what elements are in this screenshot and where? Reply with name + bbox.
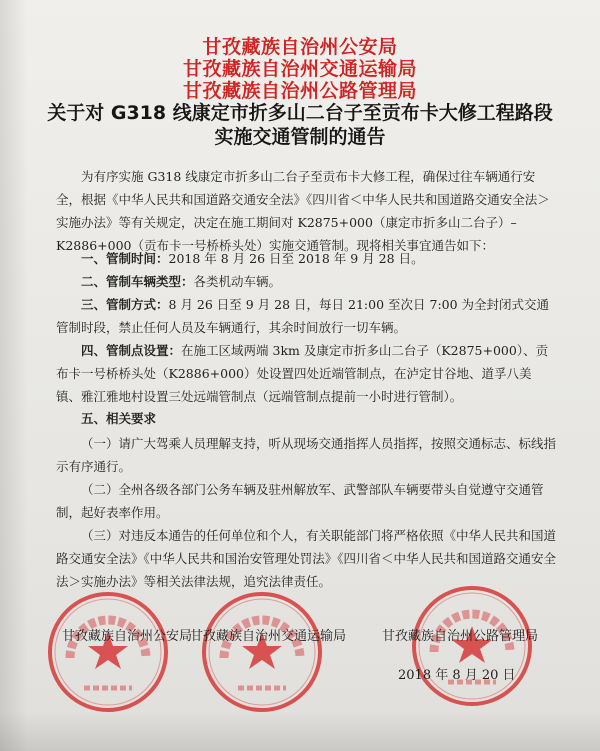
intro-paragraph: 为有序实施 G318 线康定市折多山二台子至贡布卡大修工程，确保过往车辆通行安全，根据《中华人民共和国道路交通安全法》《四川省＜中华人民共和国道路交通安全法＞实施办法》等有关规定，决定在施工期间对 K2875+000（康定市折多山二台子）– K2886+000（贡布卡一号桥桥头处）实施交通管制。现将相关事宜通告如下： — [56, 169, 550, 253]
requirement-point-2: （二）全州各级各部门公务车辆及驻州解放军、武警部队车辆要带头自觉遵守交通管制，起好表率作用。 — [56, 482, 544, 520]
page-shadow-bottom — [0, 711, 600, 751]
item-text: 在施工区域两端 3km 及康定市折多山二台子（K2875+000）、贡布卡一号桥桥头处（K2886+000）处设置四处近端管制点，在泸定甘谷地、道孚八美镇、雅江雅地村设置三处远端管制点（远端管制点提前一小时进行管制）。 — [56, 343, 549, 404]
seal-public-security-icon — [44, 588, 172, 716]
section-requirements-heading: 五、相关要求 — [81, 411, 157, 426]
item-checkpoints — [56, 339, 556, 408]
item-label: 三、管制方式： — [81, 297, 169, 312]
issuer-header-transport: 甘孜藏族自治州交通运输局 — [182, 58, 417, 80]
page-shadow-left — [0, 0, 28, 751]
item-control-method — [56, 293, 556, 339]
signature-highway: 甘孜藏族自治州公路管理局 — [382, 629, 539, 644]
issuer-header-highway: 甘孜藏族自治州公路管理局 — [182, 80, 417, 102]
issuer-header-public-security: 甘孜藏族自治州公安局 — [202, 36, 398, 58]
requirement-point-1: （一）请广大驾乘人员理解支持，听从现场交通指挥人员指挥，按照交通标志、标线指示有序通行。 — [56, 436, 557, 474]
item-text: 8 月 26 日至 9 月 28 日，每日 21:00 至次日 7:00 为全封闭式交通管制时段，禁止任何人员及车辆通行，其余时间放行一切车辆。 — [56, 297, 550, 335]
signature-public-security: 甘孜藏族自治州公安局 — [62, 629, 193, 644]
seal-highway-icon — [408, 582, 536, 710]
item-label: 四、管制点设置： — [81, 343, 182, 358]
item-vehicle-type — [56, 270, 556, 293]
item-control-time — [56, 247, 556, 270]
requirement-point-3: （三）对违反本通告的任何单位和个人，有关职能部门将严格依照《中华人民共和国道路交通安全法》《中华人民共和国治安管理处罚法》《四川省＜中华人民共和国道路交通安全法＞实施办法》等相关法律法规，追究法律责任。 — [56, 528, 557, 589]
item-text: 2018 年 8 月 26 日至 2018 年 9 月 28 日。 — [168, 251, 424, 266]
seal-transport-icon — [198, 588, 326, 716]
notice-title: 关于对 G318 线康定市折多山二台子至贡布卡大修工程路段实施交通管制的通告 — [47, 102, 553, 148]
issue-date: 2018 年 8 月 20 日 — [398, 668, 516, 683]
signature-transport: 甘孜藏族自治州交通运输局 — [190, 629, 347, 644]
item-text: 各类机动车辆。 — [193, 274, 282, 289]
item-label: 二、管制车辆类型： — [81, 274, 194, 289]
item-label: 一、管制时间： — [81, 251, 169, 266]
